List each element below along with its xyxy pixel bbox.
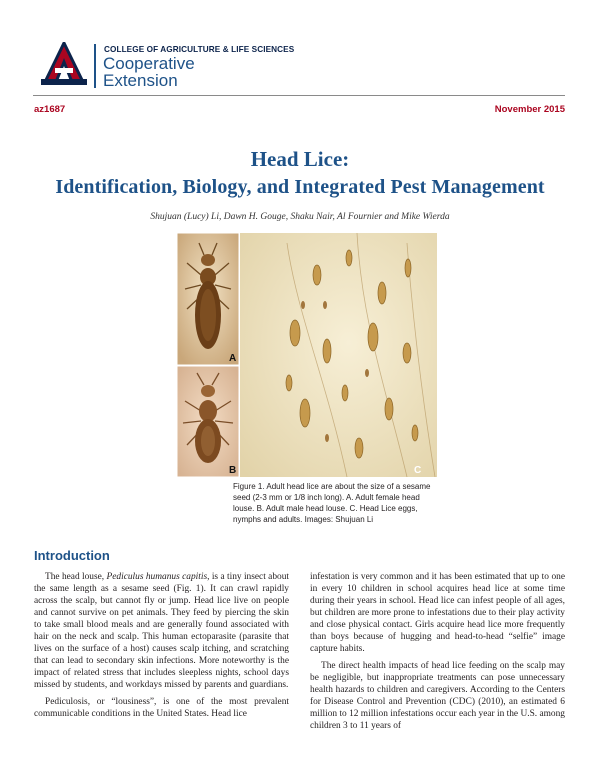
header-rule — [33, 95, 565, 96]
university-logo — [41, 42, 87, 86]
figure-caption: Figure 1. Adult head lice are about the size of a sesame seed (2-3 mm or 1/8 inch long). A. Adult female head louse. B. Adult male head louse. C. Head Lice eggs, nymphs and adults. Images: Shujuan Li — [233, 482, 431, 524]
intro-paragraph-4: The direct health impacts of head lice feeding on the scalp may be negligible, but inappropriate treatments can pose unnecessary health hazards to children and caregivers. According to the Centers for Disease Control and Prevention (CDC) (2010), an estimated 6 million to 12 million infestations occur each year in the U.S. among children 3 to 11 years of — [310, 661, 565, 731]
section-heading-introduction: Introduction — [34, 548, 110, 563]
title-line2: Identification, Biology, and Integrated Pest Management — [55, 176, 545, 198]
header-divider — [94, 44, 96, 88]
figure-panel-a — [177, 233, 239, 365]
authors: Shujuan (Lucy) Li, Dawn H. Gouge, Shaku Nair, Al Fournier and Mike Wierda — [150, 212, 450, 222]
species-name: Pediculus humanus capitis — [106, 572, 208, 582]
head-lice-figure — [177, 233, 437, 477]
publication-date: November 2015 — [494, 104, 565, 115]
body-column-left — [34, 571, 289, 725]
intro-paragraph-1: The head louse, Pediculus humanus capitis, is a tiny insect about the same length as a sesame seed (Fig. 1). It can crawl rapidly across the scalp, but cannot fly or jump. Head lice live on people and cannot survive on pet animals. They feed by piercing the skin to take small blood meals and are generally found associated with hair on the neck and scalp. This human ectoparasite (parasite that lives on the surface of a host) causes scalp itching, and scratching that can lead to secondary skin infections. More noteworthy is the impact of related stress that includes sleepless nights, school days missed by students, and workdays missed by parents and guardians. — [34, 572, 290, 690]
college-name: COLLEGE OF AGRICULTURE & LIFE SCIENCES — [104, 45, 295, 54]
intro-paragraph-3: infestation is very common and it has been estimated that up to one in every 10 children in school acquires head lice at some time during their years in school. Head lice can infest people of all ages, but children are more prone to infestations due to their play activity and close physical contact. Girls acquire head lice more frequently than boys because of hugging and head-to-head “selfie” image capture habits. — [310, 572, 565, 654]
figure-panel-b — [177, 366, 239, 477]
intro-paragraph-2: Pediculosis, or “lousiness”, is one of the most prevalent communicable conditions in the United States. Head lice — [34, 697, 289, 719]
unit-name-line2: Extension — [103, 71, 178, 90]
body-column-right — [310, 571, 565, 737]
panel-label-b: B — [229, 465, 237, 476]
title-line1: Head Lice: — [250, 147, 350, 171]
publication-id: az1687 — [34, 104, 66, 115]
panel-label-c: C — [414, 465, 422, 476]
unit-name-line1: Cooperative — [103, 54, 195, 73]
figure-panel-c — [240, 233, 437, 477]
panel-label-a: A — [229, 353, 237, 364]
